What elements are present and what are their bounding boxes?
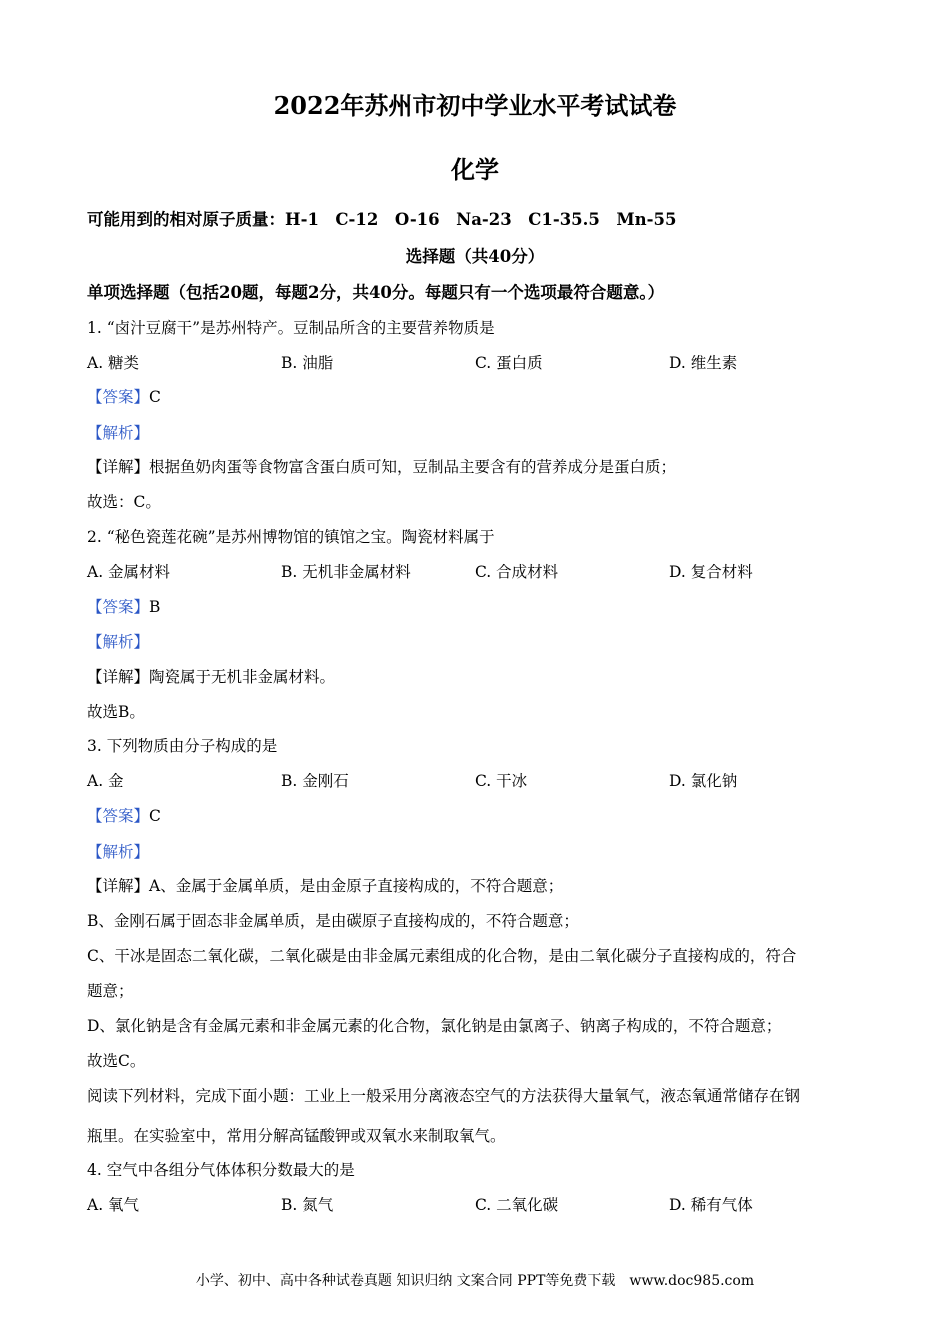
q3-option-b: B. 金刚石 — [281, 772, 349, 790]
q1-analysis-tag: 【解析】 — [87, 424, 150, 442]
instructions: 单项选择题（包括20题，每题2分，共40分。每题只有一个选项最符合题意。） — [87, 283, 665, 302]
q4-option-d: D. 稀有气体 — [669, 1196, 753, 1214]
detail-text: A、金属于金属单质，是由金原子直接构成的，不符合题意； — [149, 877, 564, 895]
reading-line-2: 瓶里。在实验室中，常用分解高锰酸钾或双氧水来制取氧气。 — [87, 1127, 506, 1145]
q2-option-d: D. 复合材料 — [669, 563, 753, 581]
question-1-stem: 1. “卤汁豆腐干”是苏州特产。豆制品所含的主要营养物质是 — [87, 319, 495, 337]
answer-tag: 【答案】 — [87, 388, 150, 406]
answer-tag: 【答案】 — [87, 598, 150, 616]
q3-detail-line-c-cont: 题意； — [87, 982, 134, 1000]
q1-conclusion: 故选：C。 — [87, 493, 161, 511]
q3-detail-line-c: C、干冰是固态二氧化碳，二氧化碳是由非金属元素组成的化合物，是由二氧化碳分子直接构成的，符合 — [87, 947, 797, 965]
question-3-stem: 3. 下列物质由分子构成的是 — [87, 737, 278, 755]
q3-analysis-tag: 【解析】 — [87, 843, 150, 861]
answer-tag: 【答案】 — [87, 807, 150, 825]
q2-detail — [87, 665, 335, 687]
q2-option-c: C. 合成材料 — [475, 563, 559, 581]
exam-title: 2022年苏州市初中学业水平考试试卷 — [273, 91, 677, 120]
q1-answer — [87, 385, 161, 407]
detail-tag: 【详解】 — [87, 458, 150, 476]
question-2-stem: 2. “秘色瓷莲花碗”是苏州博物馆的镇馆之宝。陶瓷材料属于 — [87, 528, 495, 546]
q4-option-b: B. 氮气 — [281, 1196, 334, 1214]
question-4-stem: 4. 空气中各组分气体体积分数最大的是 — [87, 1161, 355, 1179]
q3-answer — [87, 804, 161, 826]
answer-value: B — [149, 598, 161, 616]
answer-value: C — [149, 388, 161, 406]
page-footer: 小学、初中、高中各种试卷真题 知识归纳 文案合同 PPT等免费下载 www.doc985.com — [195, 1273, 755, 1289]
reading-line-1: 阅读下列材料，完成下面小题：工业上一般采用分离液态空气的方法获得大量氧气，液态氧通常储存在钢 — [87, 1087, 801, 1105]
q1-option-c: C. 蛋白质 — [475, 354, 543, 372]
q3-detail — [87, 874, 563, 896]
q1-detail — [87, 455, 676, 477]
q1-option-d: D. 维生素 — [669, 354, 738, 372]
q3-option-c: C. 干冰 — [475, 772, 528, 790]
q4-option-a: A. 氧气 — [87, 1196, 140, 1214]
atomic-masses: 可能用到的相对原子质量：H-1 C-12 O-16 Na-23 C1-35.5 Mn-55 — [87, 210, 677, 229]
q3-option-d: D. 氯化钠 — [669, 772, 738, 790]
q2-answer — [87, 595, 160, 617]
q3-conclusion: 故选C。 — [87, 1052, 146, 1070]
q3-option-a: A. 金 — [87, 772, 124, 790]
q2-option-a: A. 金属材料 — [87, 563, 171, 581]
q2-conclusion: 故选B。 — [87, 703, 145, 721]
answer-value: C — [149, 807, 161, 825]
q2-option-b: B. 无机非金属材料 — [281, 563, 411, 581]
detail-text: 陶瓷属于无机非金属材料。 — [149, 668, 336, 686]
detail-text: 根据鱼奶肉蛋等食物富含蛋白质可知，豆制品主要含有的营养成分是蛋白质； — [149, 458, 677, 476]
q3-detail-line-d: D、氯化钠是含有金属元素和非金属元素的化合物，氯化钠是由氯离子、钠离子构成的，不符合题意； — [87, 1017, 782, 1035]
q2-analysis-tag: 【解析】 — [87, 633, 150, 651]
q4-option-c: C. 二氧化碳 — [475, 1196, 559, 1214]
subject-title: 化学 — [451, 155, 499, 184]
q3-detail-line-b: B、金刚石属于固态非金属单质，是由碳原子直接构成的，不符合题意； — [87, 912, 579, 930]
section-title: 选择题（共40分） — [405, 247, 545, 266]
detail-tag: 【详解】 — [87, 877, 150, 895]
q1-option-a: A. 糖类 — [87, 354, 140, 372]
detail-tag: 【详解】 — [87, 668, 150, 686]
q1-option-b: B. 油脂 — [281, 354, 334, 372]
